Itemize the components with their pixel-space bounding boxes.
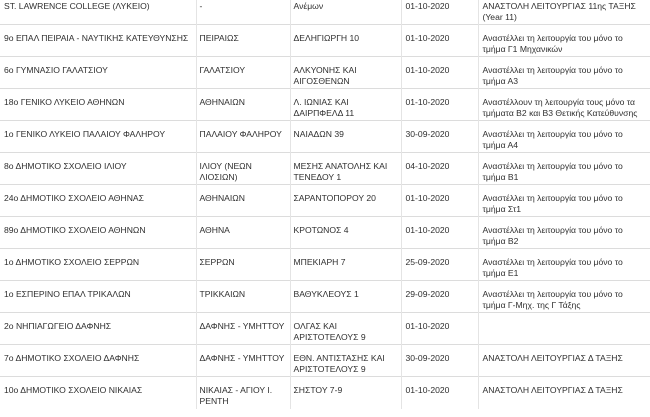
table-row [0,281,650,313]
address-cell: ΟΛΓΑΣ ΚΑΙ ΑΡΙΣΤΟΤΕΛΟΥΣ 9 [290,313,401,345]
school-name-cell: 24ο ΔΗΜΟΤΙΚΟ ΣΧΟΛΕΙΟ ΑΘΗΝΑΣ [0,185,196,217]
date-cell: 01-10-2020 [401,185,478,217]
table-row [0,249,650,281]
note-cell [478,313,650,345]
municipality-cell: ΑΘΗΝΑΙΩΝ [196,89,290,121]
table-row [0,377,650,409]
date-cell: 30-09-2020 [401,345,478,377]
date-cell: 25-09-2020 [401,249,478,281]
note-cell: Αναστέλλει τη λειτουργία του μόνο το τμήμα Γ-Μηχ. της Γ Τάξης [478,281,650,313]
school-name-cell: 2ο ΝΗΠΙΑΓΩΓΕΙΟ ΔΑΦΝΗΣ [0,313,196,345]
school-name-cell: 9ο ΕΠΑΛ ΠΕΙΡΑΙΑ - ΝΑΥΤΙΚΗΣ ΚΑΤΕΥΘΥΝΣΗΣ [0,25,196,57]
address-cell: ΜΕΣΗΣ ΑΝΑΤΟΛΗΣ ΚΑΙ ΤΕΝΕΔΟΥ 1 [290,153,401,185]
date-cell: 01-10-2020 [401,57,478,89]
address-cell: Λ. ΙΩΝΙΑΣ ΚΑΙ ΔΑΙΡΠΦΕΛΔ 11 [290,89,401,121]
date-cell: 01-10-2020 [401,217,478,249]
date-cell: 30-09-2020 [401,121,478,153]
note-cell: ΑΝΑΣΤΟΛΗ ΛΕΙΤΟΥΡΓΙΑΣ 11ης ΤΑΞΗΣ (Year 11) [478,0,650,25]
municipality-cell: ΑΘΗΝΑ [196,217,290,249]
municipality-cell: - [196,0,290,25]
table-row [0,121,650,153]
address-cell: ΒΑΘΥΚΛΕΟΥΣ 1 [290,281,401,313]
school-name-cell: 7ο ΔΗΜΟΤΙΚΟ ΣΧΟΛΕΙΟ ΔΑΦΝΗΣ [0,345,196,377]
school-name-cell: 6ο ΓΥΜΝΑΣΙΟ ΓΑΛΑΤΣΙΟΥ [0,57,196,89]
table-row [0,57,650,89]
note-cell: Αναστέλλει τη λειτουργία του μόνο το τμήμα Α4 [478,121,650,153]
municipality-cell: ΣΕΡΡΩΝ [196,249,290,281]
date-cell: 01-10-2020 [401,89,478,121]
table-row [0,0,650,25]
municipality-cell: ΔΑΦΝΗΣ - ΥΜΗΤΤΟΥ [196,313,290,345]
date-cell: 01-10-2020 [401,377,478,409]
date-cell: 04-10-2020 [401,153,478,185]
address-cell: ΑΛΚΥΟΝΗΣ ΚΑΙ ΑΙΓΟΣΘΕΝΩΝ [290,57,401,89]
municipality-cell: ΙΛΙΟΥ (ΝΕΩΝ ΛΙΟΣΙΩΝ) [196,153,290,185]
date-cell: 01-10-2020 [401,25,478,57]
table-row [0,89,650,121]
school-name-cell: 10ο ΔΗΜΟΤΙΚΟ ΣΧΟΛΕΙΟ ΝΙΚΑΙΑΣ [0,377,196,409]
school-name-cell: 1ο ΕΣΠΕΡΙΝΟ ΕΠΑΛ ΤΡΙΚΑΛΩΝ [0,281,196,313]
school-name-cell: 89ο ΔΗΜΟΤΙΚΟ ΣΧΟΛΕΙΟ ΑΘΗΝΩΝ [0,217,196,249]
school-name-cell: 8ο ΔΗΜΟΤΙΚΟ ΣΧΟΛΕΙΟ ΙΛΙΟΥ [0,153,196,185]
note-cell: Αναστέλλει τη λειτουργία του μόνο το τμήμα Ε1 [478,249,650,281]
school-name-cell: ST. LAWRENCE COLLEGE (ΛΥΚΕΙΟ) [0,0,196,25]
note-cell: Αναστέλλει τη λειτουργία του μόνο το τμήμα Β1 [478,153,650,185]
note-cell: ΑΝΑΣΤΟΛΗ ΛΕΙΤΟΥΡΓΙΑΣ Δ ΤΑΞΗΣ [478,377,650,409]
school-name-cell: 1ο ΔΗΜΟΤΙΚΟ ΣΧΟΛΕΙΟ ΣΕΡΡΩΝ [0,249,196,281]
note-cell: Αναστέλλει τη λειτουργία του μόνο το τμήμα Γ1 Μηχανικών [478,25,650,57]
note-cell: Αναστέλλει τη λειτουργία του μόνο το τμήμα Στ1 [478,185,650,217]
address-cell: ΔΕΛΗΓΙΩΡΓΗ 10 [290,25,401,57]
address-cell: ΣΑΡΑΝΤΟΠΟΡΟΥ 20 [290,185,401,217]
municipality-cell: ΝΙΚΑΙΑΣ - ΑΓΙΟΥ Ι. ΡΕΝΤΗ [196,377,290,409]
date-cell: 29-09-2020 [401,281,478,313]
municipality-cell: ΑΘΗΝΑΙΩΝ [196,185,290,217]
date-cell: 01-10-2020 [401,0,478,25]
note-cell: Αναστέλλουν τη λειτουργία τους μόνο τα τμήματα Β2 και Β3 Θετικής Κατεύθυνσης [478,89,650,121]
table-row [0,185,650,217]
table-row [0,153,650,185]
note-cell: Αναστέλλει τη λειτουργία του μόνο το τμήμα Β2 [478,217,650,249]
address-cell: ΜΠΕΚΙΑΡΗ 7 [290,249,401,281]
municipality-cell: ΤΡΙΚΚΑΙΩΝ [196,281,290,313]
table-row [0,345,650,377]
municipality-cell: ΔΑΦΝΗΣ - ΥΜΗΤΤΟΥ [196,345,290,377]
municipality-cell: ΓΑΛΑΤΣΙΟΥ [196,57,290,89]
date-cell: 01-10-2020 [401,313,478,345]
address-cell: Ανέμων [290,0,401,25]
municipality-cell: ΠΕΙΡΑΙΩΣ [196,25,290,57]
address-cell: ΕΘΝ. ΑΝΤΙΣΤΑΣΗΣ ΚΑΙ ΑΡΙΣΤΟΤΕΛΟΥΣ 9 [290,345,401,377]
table-row [0,313,650,345]
address-cell: ΝΑΙΑΔΩΝ 39 [290,121,401,153]
school-name-cell: 18ο ΓΕΝΙΚΟ ΛΥΚΕΙΟ ΑΘΗΝΩΝ [0,89,196,121]
school-name-cell: 1ο ΓΕΝΙΚΟ ΛΥΚΕΙΟ ΠΑΛΑΙΟΥ ΦΑΛΗΡΟΥ [0,121,196,153]
address-cell: ΚΡΟΤΩΝΟΣ 4 [290,217,401,249]
address-cell: ΣΗΣΤΟΥ 7-9 [290,377,401,409]
note-cell: ΑΝΑΣΤΟΛΗ ΛΕΙΤΟΥΡΓΙΑΣ Δ ΤΑΞΗΣ [478,345,650,377]
table-row [0,217,650,249]
table-row [0,25,650,57]
municipality-cell: ΠΑΛΑΙΟΥ ΦΑΛΗΡΟΥ [196,121,290,153]
note-cell: Αναστέλλει τη λειτουργία του μόνο το τμήμα Α3 [478,57,650,89]
